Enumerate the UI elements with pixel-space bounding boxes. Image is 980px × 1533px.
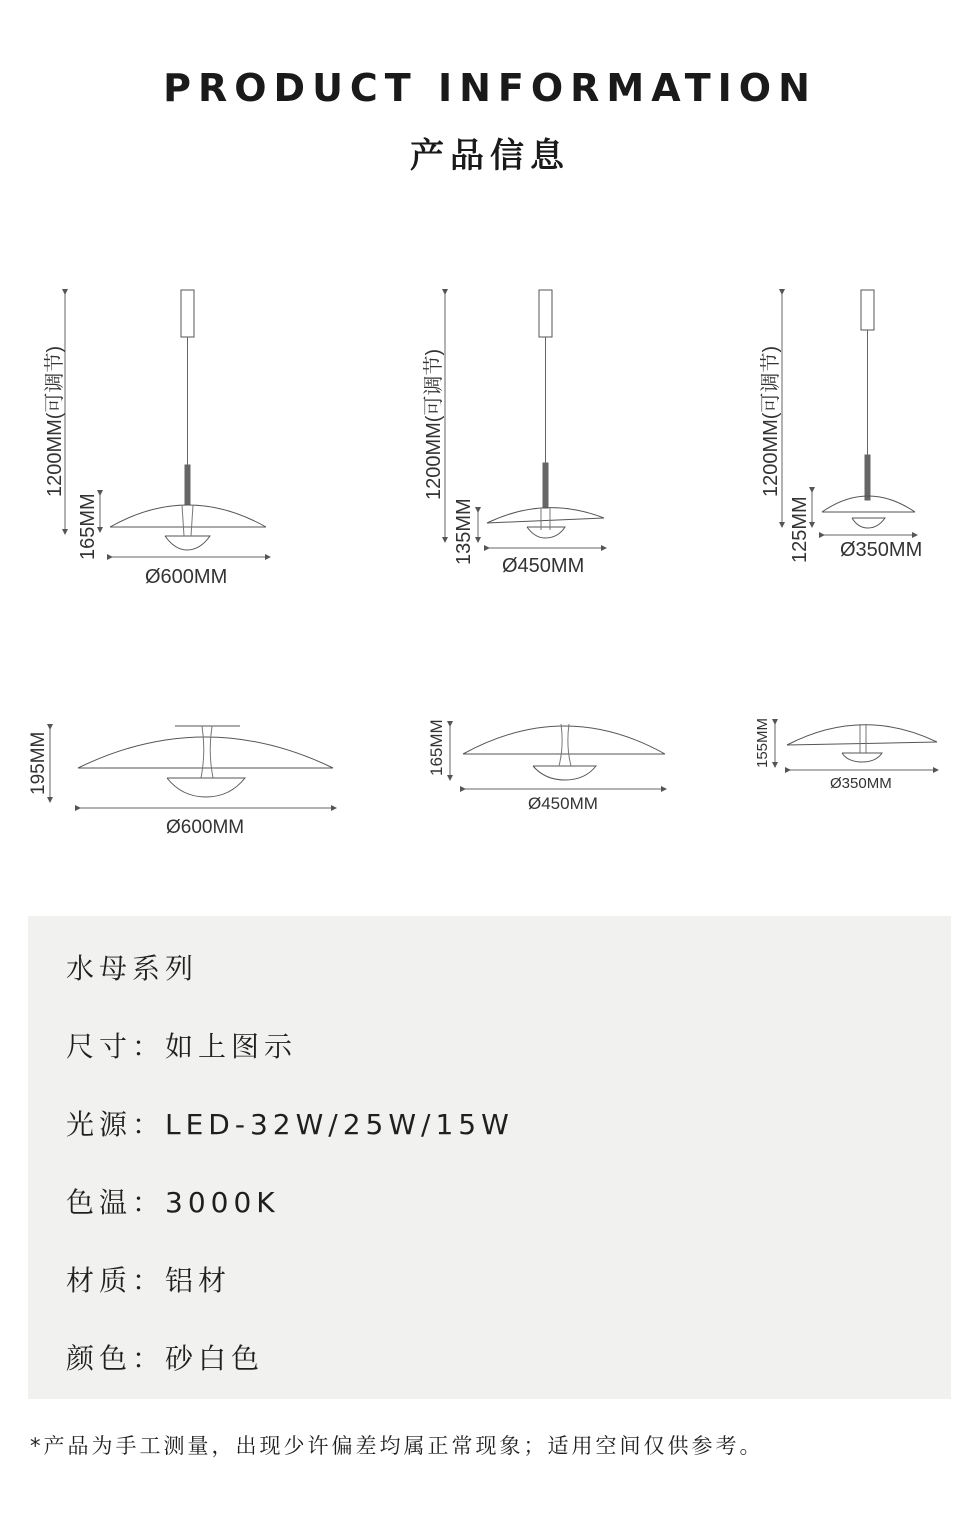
spec-row-color: [66, 1337, 264, 1377]
spec-value: 如上图示: [165, 1030, 298, 1063]
spec-row-color-temp: [66, 1181, 280, 1221]
ceiling-diameter-label: Ø450MM: [528, 794, 598, 813]
height-lamp-label: 135MM: [453, 498, 475, 565]
ceiling-diagram-600: [50, 726, 334, 808]
spec-label: 尺寸：: [66, 1030, 166, 1063]
diameter-label: Ø350MM: [840, 539, 923, 561]
ceiling-height-label: 155MM: [754, 717, 771, 768]
height-total-label: 1200MM(可调节): [760, 345, 782, 497]
series-name: 水母系列: [66, 952, 199, 985]
ceiling-diagram-350: [775, 722, 937, 770]
spec-label: 光源：: [66, 1108, 166, 1141]
ceiling-diameter-label: Ø350MM: [830, 775, 892, 792]
spec-label: 材质：: [66, 1264, 166, 1297]
page-title-cn: 产品信息: [410, 136, 570, 176]
spec-panel: [28, 916, 951, 1399]
spec-row-material: [66, 1259, 231, 1299]
ceiling-height-label: 195MM: [28, 731, 49, 795]
ceiling-diagram-450: [450, 724, 665, 789]
diameter-label: Ø450MM: [502, 555, 585, 577]
spec-row-light-source: [66, 1103, 514, 1143]
height-total-label: 1200MM(可调节): [44, 345, 66, 497]
spec-label: 颜色：: [66, 1342, 166, 1375]
page-title-en: PRODUCT INFORMATION: [163, 66, 817, 110]
ceiling-height-label: 165MM: [427, 719, 446, 776]
spec-value: LED-32W/25W/15W: [165, 1108, 514, 1141]
spec-label: 色温：: [66, 1186, 166, 1219]
spec-value: 铝材: [165, 1264, 232, 1297]
footnote: *产品为手工测量，出现少许偏差均属正常现象；适用空间仅供参考。: [30, 1434, 764, 1458]
height-lamp-label: 125MM: [789, 496, 811, 563]
spec-value: 3000K: [165, 1186, 280, 1219]
spec-row-size: [66, 1025, 297, 1065]
spec-value: 砂白色: [165, 1342, 265, 1375]
height-total-label: 1200MM(可调节): [423, 348, 445, 500]
ceiling-diameter-label: Ø600MM: [166, 817, 245, 838]
height-lamp-label: 165MM: [77, 493, 99, 560]
diameter-label: Ø600MM: [145, 566, 228, 588]
